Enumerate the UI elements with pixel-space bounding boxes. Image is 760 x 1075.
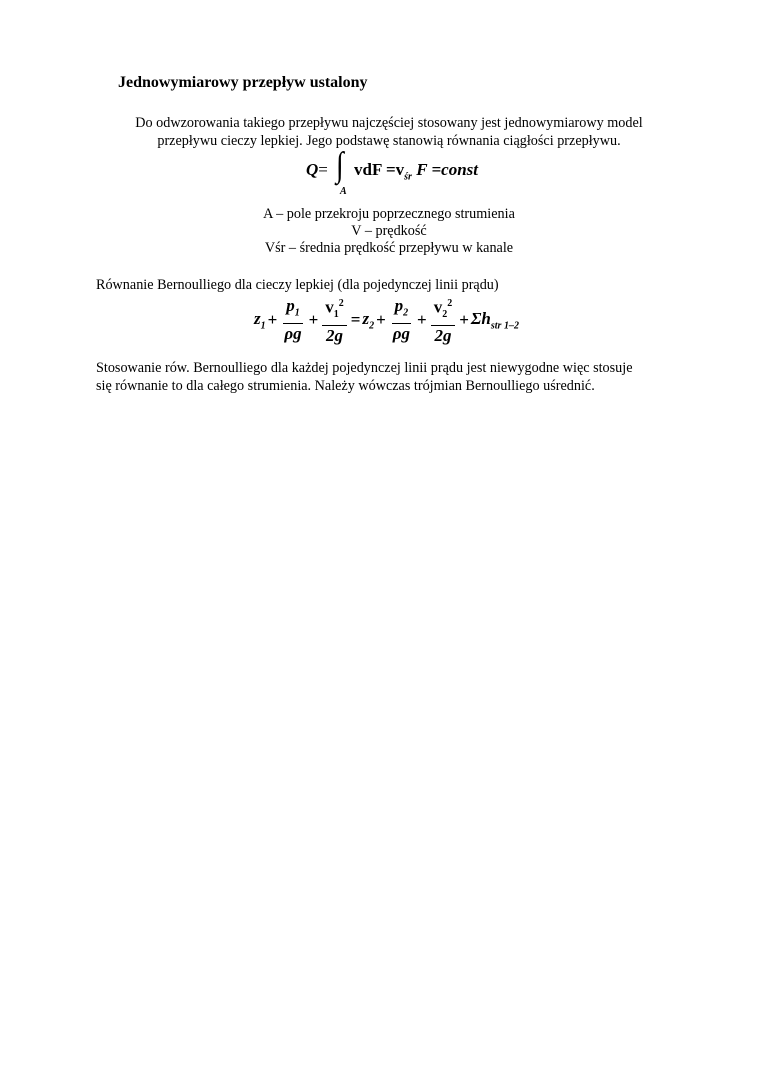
intro-line-2: przepływu cieczy lepkiej. Jego podstawę stanowią równania ciągłości przepływu. (157, 133, 621, 149)
fraction-p1: $\frac{p_1}{\rho g}$ (284, 295, 302, 344)
intro-line-1: Do odwzorowania takiego przepływu najczęściej stosowany jest jednowymiarowy model (135, 115, 643, 131)
integral-sign: ∫ (336, 146, 344, 185)
integral-limit: A (340, 186, 347, 197)
definition-item: V – prędkość (351, 223, 427, 239)
section-title: Jednowymiarowy przepływ ustalony (118, 74, 368, 91)
fraction-v1: $\frac{v_1^2}{2g}$ (322, 294, 347, 346)
eq1-rhs: F =const (416, 160, 479, 179)
definition-item: Vśr – średnia prędkość przepływu w kanale (264, 240, 514, 256)
eq1-middle-sub: śr (404, 171, 412, 183)
eq1-integrand: vdF (354, 160, 382, 179)
eq1-equals: = (318, 160, 328, 179)
bernoulli-intro: Równanie Bernoulliego dla cieczy lepkiej (dla pojedynczej linii prądu) (96, 277, 499, 293)
head-loss-term: $\Sigma h_{str 1-2}$ (470, 308, 519, 332)
eq1-middle: =v (385, 160, 405, 179)
fraction-p2: $\frac{p_2}{\rho g}$ (392, 295, 411, 344)
conclusion-line-1: Stosowanie rów. Bernoulliego dla każdej pojedynczej linii prądu jest niewygodne więc stosuje (96, 360, 633, 376)
definitions-list (96, 206, 682, 257)
eq1-lhs: Q (306, 160, 319, 179)
conclusion-line-2: się równanie to dla całego strumienia. Należy wówczas trójmian Bernoulliego uśrednić. (96, 378, 595, 394)
bernoulli-equation: $z_1$ + $\frac{p_1}{\rho g}$ + $\frac{v_1^2}{2g}$ = $z_2$ + $\frac{p_2}{\rho g}$ + $\frac{v_2^2}{2g}$ + $\Sigma h_{str 1-2}$ (254, 295, 519, 346)
intro-paragraph (96, 114, 682, 150)
fraction-v2: $\frac{v_2^2}{2g}$ (431, 294, 456, 346)
conclusion-paragraph (96, 359, 686, 395)
continuity-equation (306, 146, 496, 200)
definition-item: A – pole przekroju poprzecznego strumienia (263, 206, 515, 222)
